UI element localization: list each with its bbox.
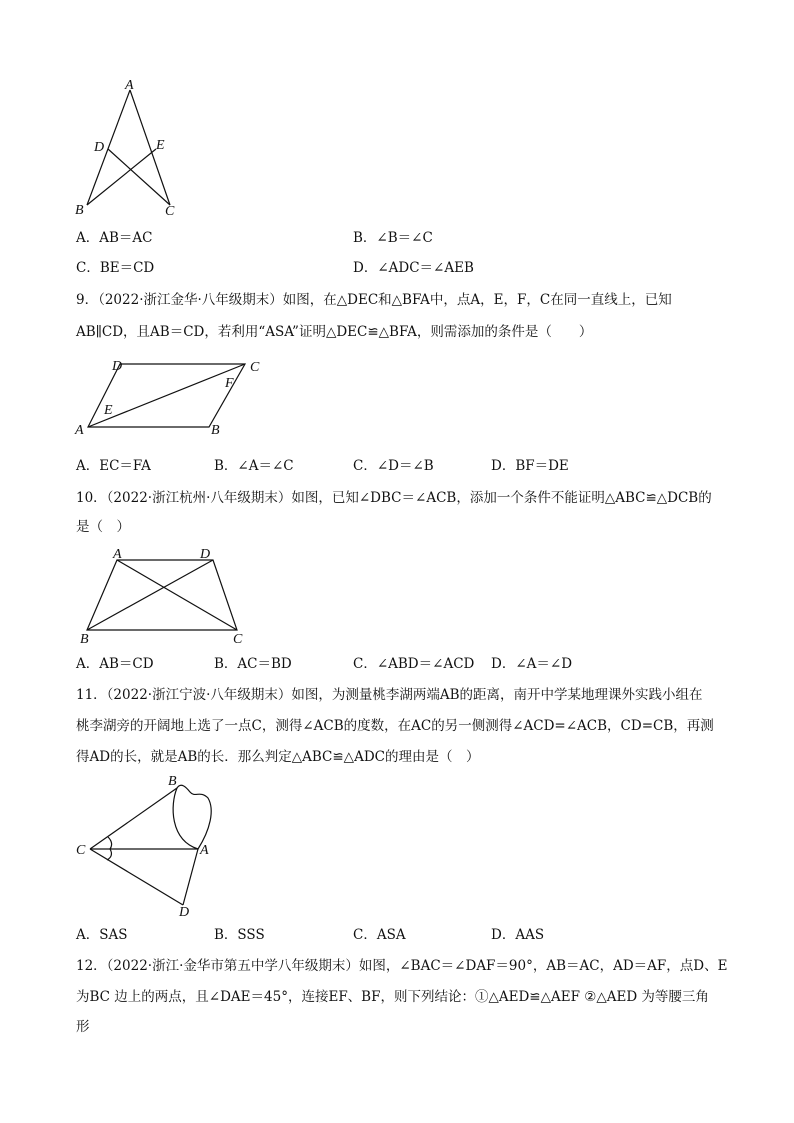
q12-question-line2: 为BC 边上的两点，且∠DAE＝45°，连接EF、BF，则下列结论：①△AED≌△AEF ②△AED 为等腰三角 [76,989,709,1005]
q9-option-d: D．BF＝DE [491,458,569,474]
q8-option-c: C．BE＝CD [76,260,155,276]
fig11-segment-cb [90,788,177,849]
fig11-label-b: B [168,774,177,789]
fig10-label-d: D [200,547,211,562]
q12-question-line1: 12．（2022·浙江·金华市第五中学八年级期末）如图，∠BAC＝∠DAF＝90°，AB＝AC，AD＝AF，点D、E [76,958,728,974]
q8-option-b: B．∠B＝∠C [353,230,433,246]
fig11-lake-outline [173,785,211,849]
q10-option-c: C．∠ABD＝∠ACD [353,656,475,672]
fig10-segment-ac [117,560,237,630]
fig9-label-b: B [211,423,220,438]
q11-option-a: A．SAS [76,927,128,943]
fig8-label-d: D [94,140,105,155]
fig11-segment-cd [90,849,183,905]
fig11-angle-arc-1 [108,837,112,849]
figure-q11 [70,770,240,920]
fig9-label-d: D [112,359,123,374]
q9-option-a: A．EC＝FA [76,458,151,474]
q12-question-line3: 形 [76,1019,90,1035]
fig10-label-b: B [80,632,89,647]
fig9-label-e: E [104,403,113,418]
fig10-trapezoid [87,560,237,630]
q9-question-line1: 9．（2022·浙江金华·八年级期末）如图，在△DEC和△BFA中，点A，E，F，C在同一直线上，已知 [76,292,672,308]
q11-question-line2: 桃李湖旁的开阔地上选了一点C，测得∠ACB的度数，在AC的另一侧测得∠ACD=∠ACB，CD=CB，再测 [76,718,714,734]
fig9-label-c: C [250,360,260,375]
q11-question-line1: 11．（2022·浙江宁波·八年级期末）如图，为测量桃李湖两端AB的距离，南开中学某地理课外实践小组在 [76,687,703,703]
q9-option-b: B．∠A＝∠C [214,458,294,474]
fig9-label-f: F [225,376,234,391]
q10-option-a: A．AB＝CD [76,656,154,672]
fig11-label-c: C [76,843,86,858]
fig11-angle-arc-2 [107,849,111,860]
fig8-label-a: A [125,78,134,93]
q10-question-line1: 10．（2022·浙江杭州·八年级期末）如图，已知∠DBC＝∠ACB，添加一个条件不能证明△ABC≌△DCB的 [76,490,712,506]
fig9-label-a: A [75,423,84,438]
q9-option-c: C．∠D＝∠B [353,458,434,474]
q11-option-d: D．AAS [491,927,545,943]
fig10-label-c: C [233,632,243,647]
figure-q10 [70,543,260,648]
figure-q9 [70,352,280,442]
fig11-segment-ad [183,849,198,905]
fig8-label-b: B [75,203,84,218]
q11-option-b: B．SSS [214,927,265,943]
fig10-segment-bd [87,560,213,630]
q8-option-d: D．∠ADC＝∠AEB [353,260,474,276]
fig11-label-d: D [179,905,190,920]
q11-question-line3: 得AD的长，就是AB的长．那么判定△ABC≌△ADC的理由是（ ） [76,749,480,765]
figure-q8 [60,75,210,225]
fig8-label-e: E [156,138,165,153]
q10-question-line2: 是（ ） [76,519,130,535]
fig11-label-a: A [200,843,209,858]
q10-option-d: D．∠A＝∠D [491,656,573,672]
fig8-label-c: C [165,204,175,219]
q10-option-b: B．AC＝BD [214,656,292,672]
fig10-label-a: A [113,547,122,562]
q11-option-c: C．ASA [353,927,406,943]
q8-option-a: A．AB＝AC [76,230,153,246]
q9-question-line2: AB∥CD，且AB＝CD，若利用“ASA”证明△DEC≌△BFA，则需添加的条件是（ ） [76,324,593,340]
